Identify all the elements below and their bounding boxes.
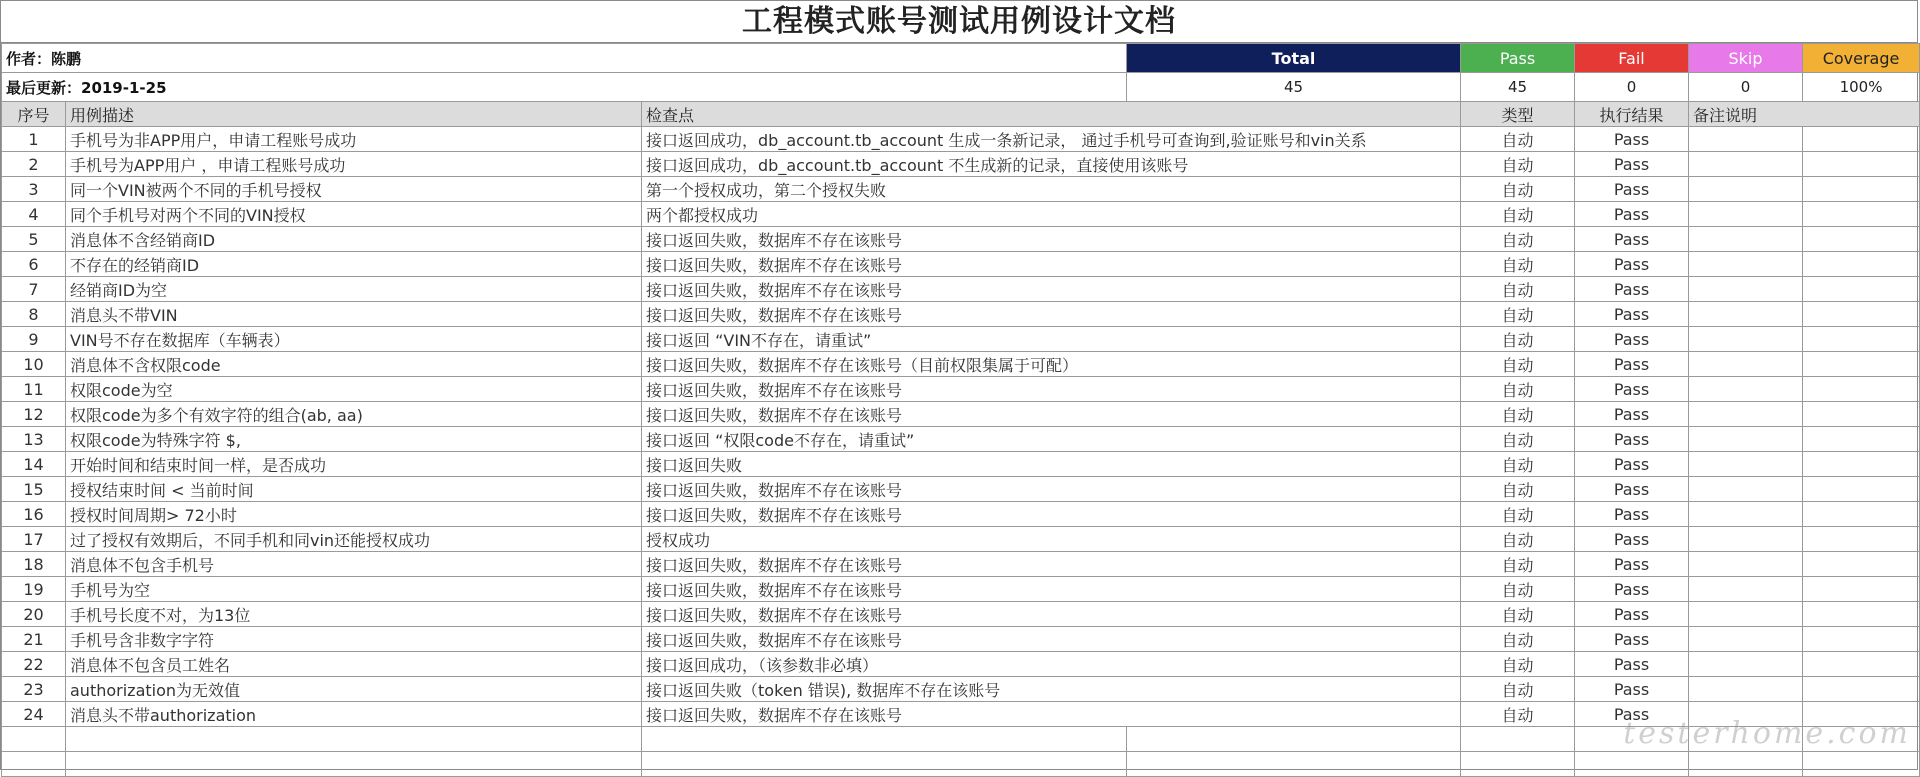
row-number-cell[interactable]: 20 xyxy=(2,602,66,627)
table-row xyxy=(2,277,1920,302)
remark-cell[interactable] xyxy=(1689,202,1803,227)
stat-header-pass: Pass xyxy=(1461,44,1575,73)
table-row xyxy=(2,702,1920,727)
case-description-cell[interactable]: 授权时间周期> 72小时 xyxy=(66,502,642,527)
remark-cell[interactable] xyxy=(1803,477,1920,502)
remark-cell[interactable] xyxy=(1689,402,1803,427)
remark-cell[interactable] xyxy=(1803,277,1920,302)
table-row xyxy=(2,577,1920,602)
type-cell[interactable]: 自动 xyxy=(1461,552,1575,577)
type-cell[interactable]: 自动 xyxy=(1461,277,1575,302)
checkpoint-cell[interactable]: 接口返回失败，数据库不存在该账号 xyxy=(642,277,1461,302)
remark-cell[interactable] xyxy=(1689,277,1803,302)
result-cell[interactable]: Pass xyxy=(1575,202,1689,227)
remark-cell[interactable] xyxy=(1803,302,1920,327)
case-description-cell[interactable]: authorization为无效值 xyxy=(66,677,642,702)
type-cell[interactable]: 自动 xyxy=(1461,702,1575,727)
row-number-cell[interactable]: 2 xyxy=(2,152,66,177)
case-description-cell[interactable]: 不存在的经销商ID xyxy=(66,252,642,277)
type-cell[interactable]: 自动 xyxy=(1461,177,1575,202)
checkpoint-cell[interactable]: 接口返回失败 xyxy=(642,452,1461,477)
remark-cell[interactable] xyxy=(1803,402,1920,427)
result-cell[interactable]: Pass xyxy=(1575,502,1689,527)
row-number-cell[interactable]: 21 xyxy=(2,627,66,652)
checkpoint-cell[interactable]: 授权成功 xyxy=(642,527,1461,552)
table-row xyxy=(2,627,1920,652)
remark-cell[interactable] xyxy=(1689,527,1803,552)
result-cell[interactable]: Pass xyxy=(1575,577,1689,602)
table-row xyxy=(2,677,1920,702)
case-description-cell[interactable]: 手机号为APP用户 ，申请工程账号成功 xyxy=(66,152,642,177)
result-cell[interactable]: Pass xyxy=(1575,652,1689,677)
header-check[interactable]: 检查点 xyxy=(642,102,1461,127)
remark-cell[interactable] xyxy=(1689,327,1803,352)
checkpoint-cell[interactable]: 两个都授权成功 xyxy=(642,202,1461,227)
row-number-cell[interactable]: 19 xyxy=(2,577,66,602)
row-number-cell[interactable]: 6 xyxy=(2,252,66,277)
stat-header-fail: Fail xyxy=(1575,44,1689,73)
table-row xyxy=(2,202,1920,227)
remark-cell[interactable] xyxy=(1803,377,1920,402)
case-description-cell[interactable]: VIN号不存在数据库（车辆表） xyxy=(66,327,642,352)
remark-cell[interactable] xyxy=(1803,602,1920,627)
stat-value-skip: 0 xyxy=(1689,73,1803,102)
test-case-table xyxy=(1,43,1920,777)
row-number-cell[interactable]: 22 xyxy=(2,652,66,677)
table-row xyxy=(2,402,1920,427)
stat-value-fail: 0 xyxy=(1575,73,1689,102)
type-cell[interactable]: 自动 xyxy=(1461,577,1575,602)
row-number-cell[interactable]: 8 xyxy=(2,302,66,327)
remark-cell[interactable] xyxy=(1803,677,1920,702)
type-cell[interactable]: 自动 xyxy=(1461,302,1575,327)
remark-cell[interactable] xyxy=(1689,577,1803,602)
table-row xyxy=(2,252,1920,277)
empty-cell[interactable] xyxy=(642,727,1127,752)
case-description-cell[interactable]: 权限code为空 xyxy=(66,377,642,402)
case-description-cell[interactable]: 消息体不包含员工姓名 xyxy=(66,652,642,677)
remark-cell[interactable] xyxy=(1803,352,1920,377)
remark-cell[interactable] xyxy=(1803,552,1920,577)
empty-cell[interactable] xyxy=(1575,752,1689,777)
case-description-cell[interactable]: 手机号为空 xyxy=(66,577,642,602)
type-cell[interactable]: 自动 xyxy=(1461,227,1575,252)
header-no[interactable]: 序号 xyxy=(2,102,66,127)
table-row xyxy=(2,352,1920,377)
result-cell[interactable]: Pass xyxy=(1575,302,1689,327)
summary-section xyxy=(2,44,1920,102)
type-cell[interactable]: 自动 xyxy=(1461,402,1575,427)
result-cell[interactable]: Pass xyxy=(1575,527,1689,552)
row-number-cell[interactable]: 5 xyxy=(2,227,66,252)
remark-cell[interactable] xyxy=(1803,327,1920,352)
checkpoint-cell[interactable]: 接口返回失败，数据库不存在该账号 xyxy=(642,252,1461,277)
checkpoint-cell[interactable]: 接口返回 “VIN不存在，请重试” xyxy=(642,327,1461,352)
type-cell[interactable]: 自动 xyxy=(1461,377,1575,402)
case-description-cell[interactable]: 经销商ID为空 xyxy=(66,277,642,302)
empty-cell[interactable] xyxy=(1575,727,1689,752)
checkpoint-cell[interactable]: 接口返回成功，db_account.tb_account 不生成新的记录，直接使用该账号 xyxy=(642,152,1461,177)
remark-cell[interactable] xyxy=(1803,177,1920,202)
remark-cell[interactable] xyxy=(1689,602,1803,627)
result-cell[interactable]: Pass xyxy=(1575,152,1689,177)
table-row xyxy=(2,377,1920,402)
remark-cell[interactable] xyxy=(1803,702,1920,727)
updated-label: 最后更新：2019-1-25 xyxy=(2,73,1127,102)
document-title: 工程模式账号测试用例设计文档 xyxy=(1,1,1917,43)
stat-header-coverage: Coverage xyxy=(1803,44,1920,73)
result-cell[interactable]: Pass xyxy=(1575,702,1689,727)
case-description-cell[interactable]: 消息体不包含手机号 xyxy=(66,552,642,577)
checkpoint-cell[interactable]: 接口返回失败，数据库不存在该账号 xyxy=(642,377,1461,402)
result-cell[interactable]: Pass xyxy=(1575,352,1689,377)
table-row xyxy=(2,177,1920,202)
header-remark[interactable]: 备注说明 xyxy=(1689,102,1920,127)
checkpoint-cell[interactable]: 接口返回失败，数据库不存在该账号 xyxy=(642,602,1461,627)
result-cell[interactable]: Pass xyxy=(1575,677,1689,702)
remark-cell[interactable] xyxy=(1803,427,1920,452)
result-cell[interactable]: Pass xyxy=(1575,427,1689,452)
result-cell[interactable]: Pass xyxy=(1575,552,1689,577)
empty-cell[interactable] xyxy=(1461,727,1575,752)
type-cell[interactable]: 自动 xyxy=(1461,452,1575,477)
remark-cell[interactable] xyxy=(1689,302,1803,327)
remark-cell[interactable] xyxy=(1689,352,1803,377)
row-number-cell[interactable]: 4 xyxy=(2,202,66,227)
stat-header-total: Total xyxy=(1127,44,1461,73)
checkpoint-cell[interactable]: 接口返回失败，数据库不存在该账号 xyxy=(642,702,1461,727)
table-row xyxy=(2,477,1920,502)
remark-cell[interactable] xyxy=(1803,652,1920,677)
case-description-cell[interactable]: 权限code为特殊字符 $, xyxy=(66,427,642,452)
column-headers xyxy=(2,102,1920,127)
row-number-cell[interactable]: 17 xyxy=(2,527,66,552)
remark-cell[interactable] xyxy=(1803,127,1920,152)
checkpoint-cell[interactable]: 接口返回失败，数据库不存在该账号（目前权限集属于可配） xyxy=(642,352,1461,377)
remark-cell[interactable] xyxy=(1689,152,1803,177)
empty-cell[interactable] xyxy=(1461,752,1575,777)
type-cell[interactable]: 自动 xyxy=(1461,252,1575,277)
watermark: testerhome.com xyxy=(1623,716,1911,751)
row-number-cell[interactable]: 11 xyxy=(2,377,66,402)
row-number-cell[interactable]: 1 xyxy=(2,127,66,152)
type-cell[interactable]: 自动 xyxy=(1461,602,1575,627)
row-number-cell[interactable]: 23 xyxy=(2,677,66,702)
case-description-cell[interactable]: 权限code为多个有效字符的组合(ab, aa) xyxy=(66,402,642,427)
table-row xyxy=(2,327,1920,352)
result-cell[interactable]: Pass xyxy=(1575,327,1689,352)
remark-cell[interactable] xyxy=(1803,452,1920,477)
type-cell[interactable]: 自动 xyxy=(1461,152,1575,177)
checkpoint-cell[interactable]: 接口返回失败，数据库不存在该账号 xyxy=(642,552,1461,577)
checkpoint-cell[interactable]: 第一个授权成功，第二个授权失败 xyxy=(642,177,1461,202)
remark-cell[interactable] xyxy=(1689,427,1803,452)
table-row xyxy=(2,227,1920,252)
result-cell[interactable]: Pass xyxy=(1575,477,1689,502)
type-cell[interactable]: 自动 xyxy=(1461,677,1575,702)
empty-cell[interactable] xyxy=(1803,752,1920,777)
remark-cell[interactable] xyxy=(1689,252,1803,277)
empty-cell[interactable] xyxy=(66,752,642,777)
checkpoint-cell[interactable]: 接口返回失败，数据库不存在该账号 xyxy=(642,302,1461,327)
remark-cell[interactable] xyxy=(1803,527,1920,552)
empty-cell[interactable] xyxy=(642,752,1127,777)
empty-cell[interactable] xyxy=(1689,727,1803,752)
remark-cell[interactable] xyxy=(1689,127,1803,152)
empty-cell[interactable] xyxy=(1689,752,1803,777)
remark-cell[interactable] xyxy=(1803,627,1920,652)
checkpoint-cell[interactable]: 接口返回失败，数据库不存在该账号 xyxy=(642,577,1461,602)
result-cell[interactable]: Pass xyxy=(1575,377,1689,402)
table-row xyxy=(2,427,1920,452)
checkpoint-cell[interactable]: 接口返回失败，数据库不存在该账号 xyxy=(642,477,1461,502)
empty-row xyxy=(2,752,1920,777)
remark-cell[interactable] xyxy=(1689,227,1803,252)
empty-cell[interactable] xyxy=(2,752,66,777)
row-number-cell[interactable]: 15 xyxy=(2,477,66,502)
case-description-cell[interactable]: 消息头不带VIN xyxy=(66,302,642,327)
stat-header-skip: Skip xyxy=(1689,44,1803,73)
table-row xyxy=(2,652,1920,677)
result-cell[interactable]: Pass xyxy=(1575,127,1689,152)
remark-cell[interactable] xyxy=(1689,452,1803,477)
result-cell[interactable]: Pass xyxy=(1575,277,1689,302)
header-result[interactable]: 执行结果 xyxy=(1575,102,1689,127)
empty-cell[interactable] xyxy=(66,727,642,752)
row-number-cell[interactable]: 18 xyxy=(2,552,66,577)
empty-rows xyxy=(2,727,1920,777)
empty-cell[interactable] xyxy=(1127,727,1461,752)
table-row xyxy=(2,502,1920,527)
remark-cell[interactable] xyxy=(1689,552,1803,577)
checkpoint-cell[interactable]: 接口返回成功，（该参数非必填） xyxy=(642,652,1461,677)
remark-cell[interactable] xyxy=(1689,627,1803,652)
case-description-cell[interactable]: 同个手机号对两个不同的VIN授权 xyxy=(66,202,642,227)
result-cell[interactable]: Pass xyxy=(1575,452,1689,477)
stat-value-total: 45 xyxy=(1127,73,1461,102)
case-description-cell[interactable]: 手机号长度不对，为13位 xyxy=(66,602,642,627)
remark-cell[interactable] xyxy=(1803,252,1920,277)
stat-value-pass: 45 xyxy=(1461,73,1575,102)
remark-cell[interactable] xyxy=(1803,227,1920,252)
author-label: 作者：陈鹏 xyxy=(2,44,1127,73)
case-description-cell[interactable]: 手机号含非数字字符 xyxy=(66,627,642,652)
empty-row xyxy=(2,727,1920,752)
case-description-cell[interactable]: 消息体不含权限code xyxy=(66,352,642,377)
remark-cell[interactable] xyxy=(1803,202,1920,227)
result-cell[interactable]: Pass xyxy=(1575,177,1689,202)
row-number-cell[interactable]: 16 xyxy=(2,502,66,527)
checkpoint-cell[interactable]: 接口返回失败（token 错误), 数据库不存在该账号 xyxy=(642,677,1461,702)
remark-cell[interactable] xyxy=(1803,577,1920,602)
checkpoint-cell[interactable]: 接口返回失败，数据库不存在该账号 xyxy=(642,627,1461,652)
case-description-cell[interactable]: 手机号为非APP用户，申请工程账号成功 xyxy=(66,127,642,152)
stat-value-coverage: 100% xyxy=(1803,73,1920,102)
type-cell[interactable]: 自动 xyxy=(1461,527,1575,552)
table-row xyxy=(2,527,1920,552)
remark-cell[interactable] xyxy=(1689,677,1803,702)
type-cell[interactable]: 自动 xyxy=(1461,477,1575,502)
remark-cell[interactable] xyxy=(1803,152,1920,177)
header-desc[interactable]: 用例描述 xyxy=(66,102,642,127)
table-row xyxy=(2,452,1920,477)
remark-cell[interactable] xyxy=(1689,702,1803,727)
type-cell[interactable]: 自动 xyxy=(1461,327,1575,352)
remark-cell[interactable] xyxy=(1689,177,1803,202)
case-description-cell[interactable]: 过了授权有效期后，不同手机和同vin还能授权成功 xyxy=(66,527,642,552)
table-row xyxy=(2,152,1920,177)
checkpoint-cell[interactable]: 接口返回失败，数据库不存在该账号 xyxy=(642,227,1461,252)
case-description-cell[interactable]: 消息体不含经销商ID xyxy=(66,227,642,252)
empty-cell[interactable] xyxy=(1803,727,1920,752)
checkpoint-cell[interactable]: 接口返回失败，数据库不存在该账号 xyxy=(642,502,1461,527)
empty-cell[interactable] xyxy=(2,727,66,752)
checkpoint-cell[interactable]: 接口返回 “权限code不存在，请重试” xyxy=(642,427,1461,452)
type-cell[interactable]: 自动 xyxy=(1461,652,1575,677)
row-number-cell[interactable]: 9 xyxy=(2,327,66,352)
remark-cell[interactable] xyxy=(1689,652,1803,677)
type-cell[interactable]: 自动 xyxy=(1461,627,1575,652)
row-number-cell[interactable]: 3 xyxy=(2,177,66,202)
row-number-cell[interactable]: 13 xyxy=(2,427,66,452)
type-cell[interactable]: 自动 xyxy=(1461,352,1575,377)
case-description-cell[interactable]: 消息头不带authorization xyxy=(66,702,642,727)
remark-cell[interactable] xyxy=(1689,477,1803,502)
checkpoint-cell[interactable]: 接口返回成功，db_account.tb_account 生成一条新记录， 通过手机号可查询到,验证账号和vin关系 xyxy=(642,127,1461,152)
type-cell[interactable]: 自动 xyxy=(1461,127,1575,152)
row-number-cell[interactable]: 7 xyxy=(2,277,66,302)
table-row xyxy=(2,302,1920,327)
type-cell[interactable]: 自动 xyxy=(1461,502,1575,527)
row-number-cell[interactable]: 24 xyxy=(2,702,66,727)
table-row xyxy=(2,552,1920,577)
result-cell[interactable]: Pass xyxy=(1575,227,1689,252)
case-description-cell[interactable]: 开始时间和结束时间一样，是否成功 xyxy=(66,452,642,477)
row-number-cell[interactable]: 12 xyxy=(2,402,66,427)
result-cell[interactable]: Pass xyxy=(1575,402,1689,427)
remark-cell[interactable] xyxy=(1689,502,1803,527)
remark-cell[interactable] xyxy=(1803,502,1920,527)
table-row xyxy=(2,127,1920,152)
result-cell[interactable]: Pass xyxy=(1575,602,1689,627)
table-body xyxy=(2,127,1920,727)
table-row xyxy=(2,602,1920,627)
case-description-cell[interactable]: 同一个VIN被两个不同的手机号授权 xyxy=(66,177,642,202)
remark-cell[interactable] xyxy=(1689,377,1803,402)
result-cell[interactable]: Pass xyxy=(1575,627,1689,652)
row-number-cell[interactable]: 14 xyxy=(2,452,66,477)
result-cell[interactable]: Pass xyxy=(1575,252,1689,277)
row-number-cell[interactable]: 10 xyxy=(2,352,66,377)
checkpoint-cell[interactable]: 接口返回失败，数据库不存在该账号 xyxy=(642,402,1461,427)
header-type[interactable]: 类型 xyxy=(1461,102,1575,127)
type-cell[interactable]: 自动 xyxy=(1461,427,1575,452)
empty-cell[interactable] xyxy=(1127,752,1461,777)
type-cell[interactable]: 自动 xyxy=(1461,202,1575,227)
case-description-cell[interactable]: 授权结束时间 < 当前时间 xyxy=(66,477,642,502)
